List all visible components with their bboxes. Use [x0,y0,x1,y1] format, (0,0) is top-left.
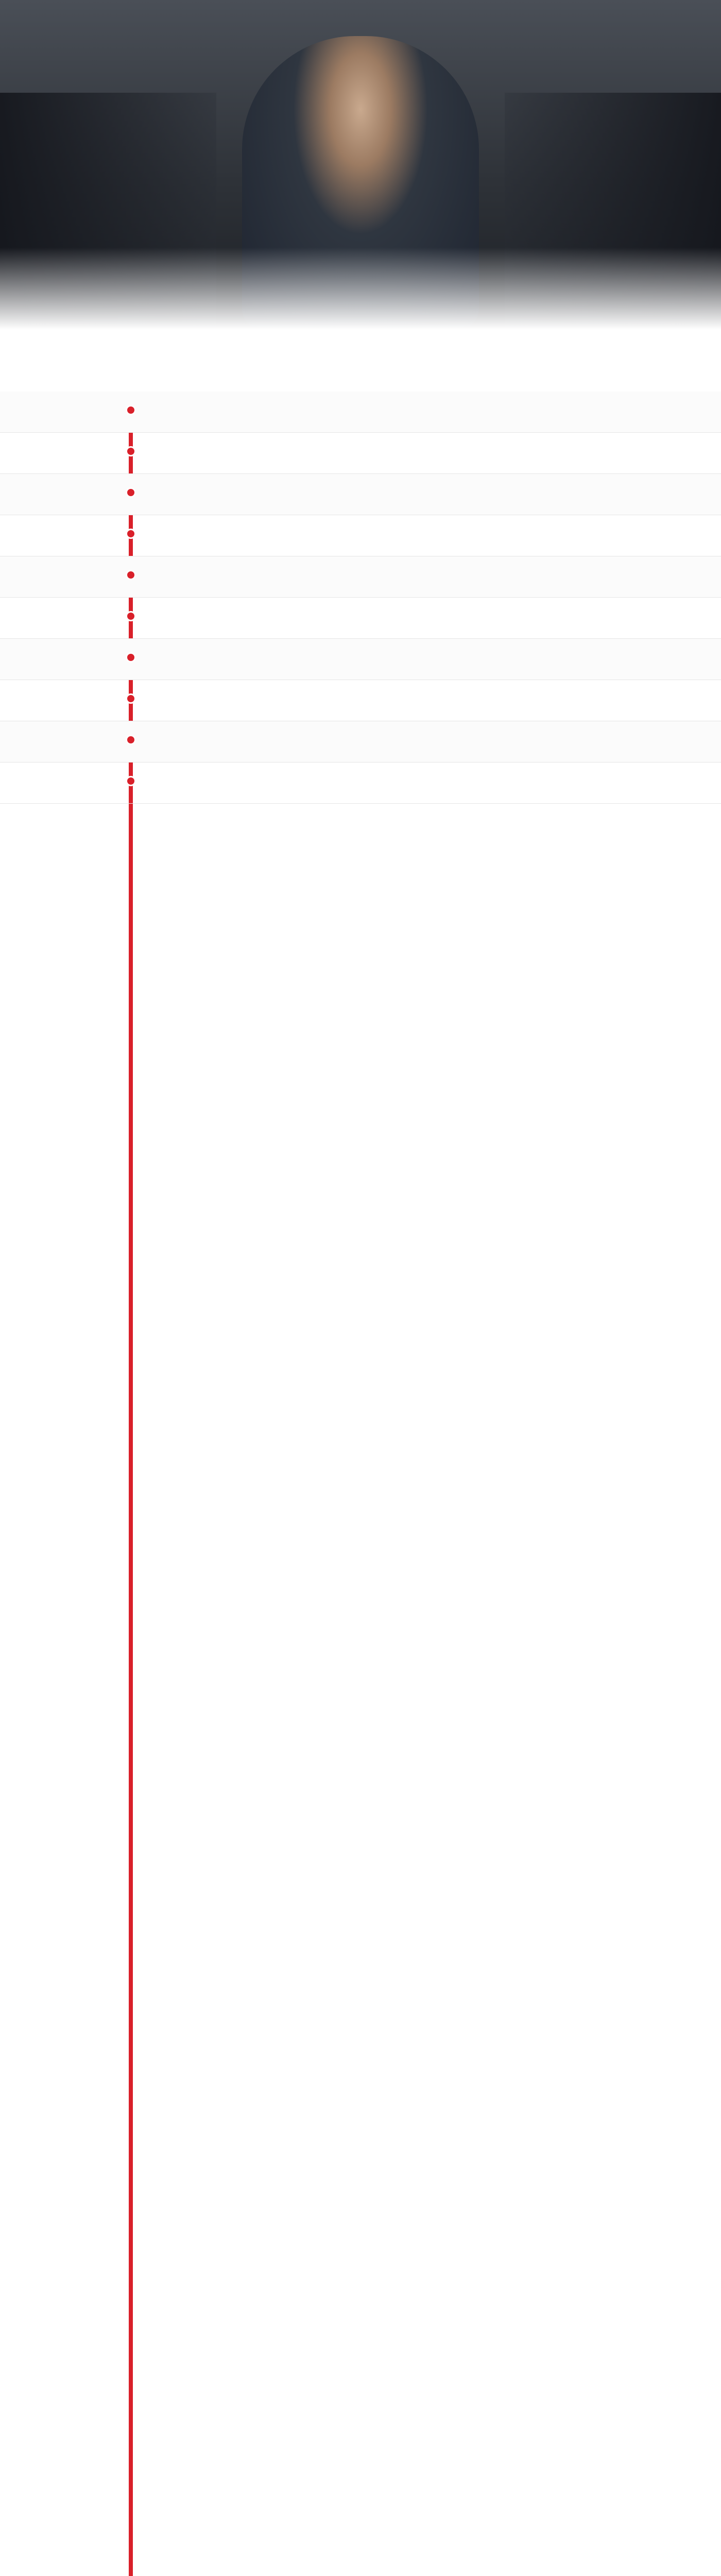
timeline-row [0,721,721,762]
timeline-dot [126,487,136,498]
headline-title [0,330,721,386]
hero-photo [0,0,721,330]
timeline-dot [126,405,136,415]
timeline-dot [126,611,136,621]
timeline-dot [126,446,136,456]
hero-fade [0,247,721,330]
timeline-row [0,392,721,433]
timeline-dot [126,570,136,580]
timeline-rows [0,392,721,804]
timeline-row [0,762,721,804]
timeline-row [0,433,721,474]
timeline-row [0,515,721,556]
timeline-dot [126,693,136,704]
timeline [0,392,721,2576]
timeline-dot [126,735,136,745]
timeline-dot [126,529,136,539]
timeline-dot [126,776,136,786]
timeline-row [0,556,721,598]
timeline-row [0,639,721,680]
timeline-row [0,680,721,721]
timeline-row [0,598,721,639]
timeline-dot [126,652,136,663]
timeline-row [0,474,721,515]
